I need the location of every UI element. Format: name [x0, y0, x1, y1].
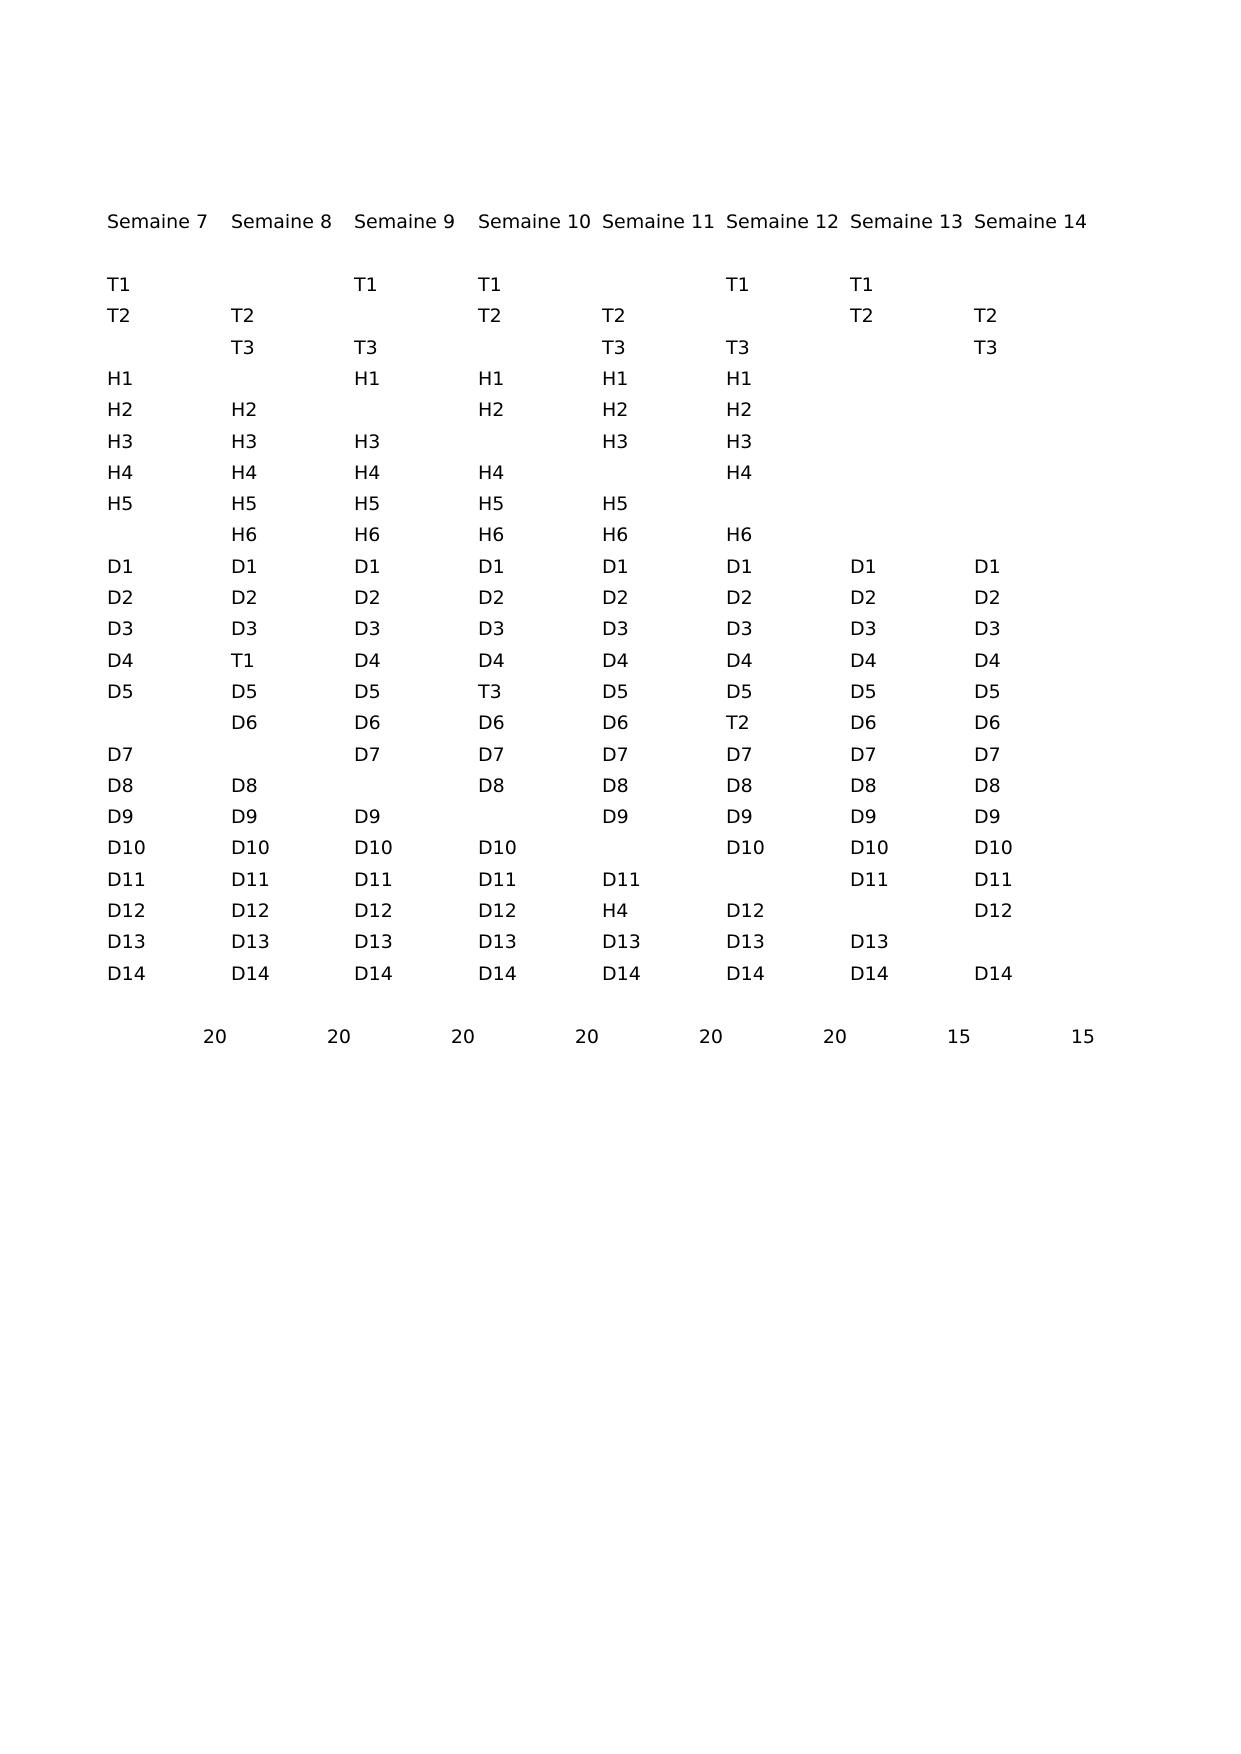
table-cell: T2 — [478, 305, 502, 327]
table-cell: H5 — [602, 493, 629, 515]
table-cell: T3 — [974, 337, 998, 359]
table-cell: H1 — [602, 368, 629, 390]
table-cell: D13 — [850, 931, 889, 953]
column-header: Semaine 7 — [107, 211, 209, 233]
table-cell: D13 — [354, 931, 393, 953]
table-cell: T3 — [478, 681, 502, 703]
table-cell: D6 — [478, 712, 505, 734]
table-cell: D12 — [974, 900, 1013, 922]
table-cell: T2 — [602, 305, 626, 327]
table-cell: D4 — [726, 650, 753, 672]
table-cell: D1 — [107, 556, 134, 578]
table-cell: D5 — [231, 681, 258, 703]
table-cell: T2 — [974, 305, 998, 327]
table-cell: D2 — [354, 587, 381, 609]
table-cell: D9 — [726, 806, 753, 828]
table-cell: D14 — [478, 963, 517, 985]
table-cell: H3 — [602, 431, 629, 453]
table-cell: D3 — [107, 618, 134, 640]
table-cell: D5 — [850, 681, 877, 703]
column-header: Semaine 8 — [231, 211, 333, 233]
table-cell: T3 — [231, 337, 255, 359]
table-cell: D3 — [726, 618, 753, 640]
table-cell: H1 — [726, 368, 753, 390]
table-cell: D11 — [478, 869, 517, 891]
table-cell: D2 — [231, 587, 258, 609]
table-cell: H3 — [726, 431, 753, 453]
column-total: 20 — [822, 1026, 847, 1048]
table-cell: T3 — [726, 337, 750, 359]
table-cell: T2 — [726, 712, 750, 734]
table-cell: D10 — [478, 837, 517, 859]
table-cell: T1 — [478, 274, 502, 296]
table-cell: H6 — [478, 524, 505, 546]
table-cell: D7 — [850, 744, 877, 766]
table-cell: H5 — [231, 493, 258, 515]
table-cell: D6 — [231, 712, 258, 734]
column-total: 20 — [698, 1026, 723, 1048]
table-cell: H5 — [107, 493, 134, 515]
table-cell: D9 — [974, 806, 1001, 828]
table-cell: D8 — [850, 775, 877, 797]
table-cell: D13 — [602, 931, 641, 953]
table-cell: D13 — [231, 931, 270, 953]
column-total: 20 — [574, 1026, 599, 1048]
table-cell: D11 — [602, 869, 641, 891]
column-header: Semaine 9 — [354, 211, 456, 233]
table-cell: D12 — [726, 900, 765, 922]
table-cell: H1 — [107, 368, 134, 390]
table-cell: H5 — [478, 493, 505, 515]
table-cell: T1 — [850, 274, 874, 296]
table-cell: D13 — [107, 931, 146, 953]
table-cell: D1 — [726, 556, 753, 578]
table-cell: H2 — [231, 399, 258, 421]
table-cell: D10 — [354, 837, 393, 859]
column-header: Semaine 14 — [974, 211, 1088, 233]
table-cell: D9 — [602, 806, 629, 828]
table-cell: D9 — [107, 806, 134, 828]
table-cell: D2 — [478, 587, 505, 609]
table-cell: D5 — [107, 681, 134, 703]
table-cell: H6 — [231, 524, 258, 546]
table-cell: D10 — [974, 837, 1013, 859]
table-cell: H3 — [107, 431, 134, 453]
table-cell: D7 — [478, 744, 505, 766]
table-cell: D8 — [602, 775, 629, 797]
table-cell: D4 — [974, 650, 1001, 672]
table-cell: H6 — [602, 524, 629, 546]
table-cell: H4 — [107, 462, 134, 484]
table-cell: D13 — [726, 931, 765, 953]
table-cell: T1 — [231, 650, 255, 672]
table-cell: D3 — [478, 618, 505, 640]
table-cell: D2 — [850, 587, 877, 609]
table-cell: H4 — [478, 462, 505, 484]
column-header: Semaine 13 — [850, 211, 964, 233]
table-cell: T1 — [726, 274, 750, 296]
column-header: Semaine 10 — [478, 211, 592, 233]
table-cell: D9 — [354, 806, 381, 828]
table-cell: D4 — [850, 650, 877, 672]
table-cell: T2 — [107, 305, 131, 327]
table-cell: D7 — [602, 744, 629, 766]
table-cell: T2 — [850, 305, 874, 327]
table-cell: D11 — [850, 869, 889, 891]
table-cell: D6 — [850, 712, 877, 734]
table-cell: H4 — [602, 900, 629, 922]
table-cell: H2 — [602, 399, 629, 421]
table-cell: T1 — [354, 274, 378, 296]
table-cell: T3 — [354, 337, 378, 359]
table-cell: D8 — [726, 775, 753, 797]
table-cell: D3 — [974, 618, 1001, 640]
table-cell: D6 — [602, 712, 629, 734]
table-cell: H3 — [354, 431, 381, 453]
table-cell: D5 — [602, 681, 629, 703]
table-cell: H6 — [726, 524, 753, 546]
table-cell: D11 — [107, 869, 146, 891]
column-total: 20 — [326, 1026, 351, 1048]
table-cell: D7 — [354, 744, 381, 766]
table-cell: D4 — [354, 650, 381, 672]
table-cell: D7 — [974, 744, 1001, 766]
table-cell: D5 — [974, 681, 1001, 703]
table-cell: D1 — [974, 556, 1001, 578]
table-cell: D4 — [602, 650, 629, 672]
table-cell: D14 — [974, 963, 1013, 985]
table-cell: H3 — [231, 431, 258, 453]
table-cell: D3 — [354, 618, 381, 640]
table-cell: D3 — [602, 618, 629, 640]
table-cell: H2 — [478, 399, 505, 421]
table-cell: H1 — [478, 368, 505, 390]
column-header: Semaine 12 — [726, 211, 840, 233]
table-cell: H5 — [354, 493, 381, 515]
table-cell: D6 — [974, 712, 1001, 734]
table-cell: D14 — [850, 963, 889, 985]
table-cell: D2 — [726, 587, 753, 609]
table-cell: D10 — [726, 837, 765, 859]
column-total: 20 — [450, 1026, 475, 1048]
table-cell: D8 — [107, 775, 134, 797]
table-cell: D8 — [478, 775, 505, 797]
table-cell: D14 — [231, 963, 270, 985]
table-cell: D10 — [231, 837, 270, 859]
table-cell: T3 — [602, 337, 626, 359]
table-cell: D2 — [107, 587, 134, 609]
table-cell: H2 — [726, 399, 753, 421]
table-cell: D1 — [602, 556, 629, 578]
table-cell: T2 — [231, 305, 255, 327]
table-cell: H4 — [726, 462, 753, 484]
table-cell: D1 — [478, 556, 505, 578]
table-cell: D3 — [231, 618, 258, 640]
table-cell: D2 — [974, 587, 1001, 609]
table-cell: D1 — [231, 556, 258, 578]
table-cell: D12 — [354, 900, 393, 922]
column-total: 15 — [1070, 1026, 1095, 1048]
table-cell: D12 — [107, 900, 146, 922]
table-cell: H1 — [354, 368, 381, 390]
table-cell: D5 — [726, 681, 753, 703]
column-total: 15 — [946, 1026, 971, 1048]
column-header: Semaine 11 — [602, 211, 716, 233]
table-cell: D7 — [726, 744, 753, 766]
table-cell: D12 — [478, 900, 517, 922]
table-cell: D4 — [478, 650, 505, 672]
table-cell: D12 — [231, 900, 270, 922]
table-cell: D7 — [107, 744, 134, 766]
column-total: 20 — [202, 1026, 227, 1048]
table-cell: D8 — [974, 775, 1001, 797]
table-cell: T1 — [107, 274, 131, 296]
table-cell: D10 — [107, 837, 146, 859]
table-cell: D10 — [850, 837, 889, 859]
table-cell: D5 — [354, 681, 381, 703]
table-cell: D11 — [231, 869, 270, 891]
table-cell: H4 — [231, 462, 258, 484]
table-cell: D1 — [354, 556, 381, 578]
table-cell: D14 — [602, 963, 641, 985]
table-cell: D11 — [354, 869, 393, 891]
table-cell: D14 — [726, 963, 765, 985]
table-cell: D14 — [354, 963, 393, 985]
table-cell: D6 — [354, 712, 381, 734]
table-cell: D4 — [107, 650, 134, 672]
table-cell: D14 — [107, 963, 146, 985]
table-cell: D2 — [602, 587, 629, 609]
table-cell: H4 — [354, 462, 381, 484]
table-cell: H6 — [354, 524, 381, 546]
table-cell: D11 — [974, 869, 1013, 891]
table-cell: D9 — [231, 806, 258, 828]
table-cell: D9 — [850, 806, 877, 828]
table-cell: H2 — [107, 399, 134, 421]
table-cell: D8 — [231, 775, 258, 797]
table-cell: D3 — [850, 618, 877, 640]
table-cell: D1 — [850, 556, 877, 578]
table-cell: D13 — [478, 931, 517, 953]
